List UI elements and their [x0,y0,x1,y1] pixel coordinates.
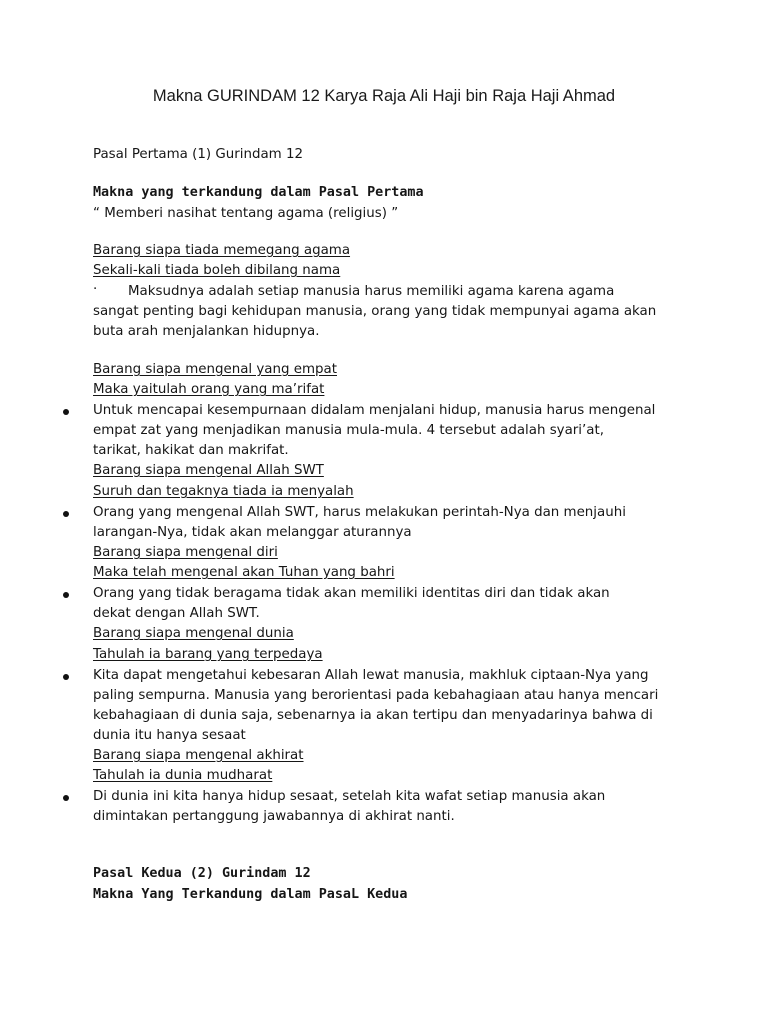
bullet-icon [63,674,69,680]
verse1-bullet-dot: · [93,282,98,297]
verse1-line1: Barang siapa tiada memegang agama [93,243,351,258]
verse5-line2: Tahulah ia barang yang terpedaya [93,647,323,662]
verse4-explanation-line1: Orang yang tidak beragama tidak akan memiliki identitas diri dan tidak akan [93,586,610,601]
verse2-explanation-line1: Untuk mencapai kesempurnaan didalam menjalani hidup, manusia harus mengenal [93,403,656,418]
verse2-line1: Barang siapa mengenal yang empat [93,362,337,377]
pasal2-heading: Pasal Kedua (2) Gurindam 12 [93,866,311,881]
verse6-line1: Barang siapa mengenal akhirat [93,748,304,763]
verse1-line2: Sekali-kali tiada boleh dibilang nama [93,263,341,278]
verse5-line1: Barang siapa mengenal dunia [93,626,294,641]
verse1-explanation-line1: Maksudnya adalah setiap manusia harus memiliki agama karena agama [128,284,615,299]
bullet-icon [63,409,69,415]
verse5-explanation-line2: paling sempurna. Manusia yang berorientasi pada kebahagiaan atau hanya mencari [93,688,659,703]
verse2-line2: Maka yaitulah orang yang ma’rifat [93,382,325,397]
verse6-explanation-line1: Di dunia ini kita hanya hidup sesaat, setelah kita wafat setiap manusia akan [93,789,606,804]
pasal2-subheading: Makna Yang Terkandung dalam PasaL Kedua [93,887,408,902]
verse3-line1: Barang siapa mengenal Allah SWT [93,463,324,478]
verse3-explanation-line2: larangan-Nya, tidak akan melanggar aturannya [93,525,412,540]
verse6-line2: Tahulah ia dunia mudharat [93,768,273,783]
verse1-explanation-line3: buta arah menjalankan hidupnya. [93,324,320,339]
verse5-explanation-line4: dunia itu hanya sesaat [93,728,246,743]
verse5-explanation-line3: kebahagiaan di dunia saja, sebenarnya ia akan tertipu dan menyadarinya bahwa di [93,708,653,723]
verse4-line1: Barang siapa mengenal diri [93,545,278,560]
document-title: Makna GURINDAM 12 Karya Raja Ali Haji bin Raja Haji Ahmad [152,87,616,105]
verse4-explanation-line2: dekat dengan Allah SWT. [93,606,260,621]
pasal1-heading: Pasal Pertama (1) Gurindam 12 [93,147,303,162]
verse4-line2: Maka telah mengenal akan Tuhan yang bahri [93,565,395,580]
bullet-icon [63,511,69,517]
bullet-icon [63,592,69,598]
pasal1-subheading: Makna yang terkandung dalam Pasal Pertama [93,185,424,200]
verse5-explanation-line1: Kita dapat mengetahui kebesaran Allah lewat manusia, makhluk ciptaan-Nya yang [93,668,649,683]
verse1-explanation-line2: sangat penting bagi kehidupan manusia, orang yang tidak mempunyai agama akan [93,304,657,319]
pasal1-quote: “ Memberi nasihat tentang agama (religius) ” [93,206,399,221]
verse6-explanation-line2: dimintakan pertanggung jawabannya di akhirat nanti. [93,809,455,824]
verse3-explanation-line1: Orang yang mengenal Allah SWT, harus melakukan perintah-Nya dan menjauhi [93,505,626,520]
verse3-line2: Suruh dan tegaknya tiada ia menyalah [93,484,354,499]
verse2-explanation-line2: empat zat yang menjadikan manusia mula-mula. 4 tersebut adalah syari’at, [93,423,604,438]
verse2-explanation-line3: tarikat, hakikat dan makrifat. [93,443,289,458]
bullet-icon [63,795,69,801]
